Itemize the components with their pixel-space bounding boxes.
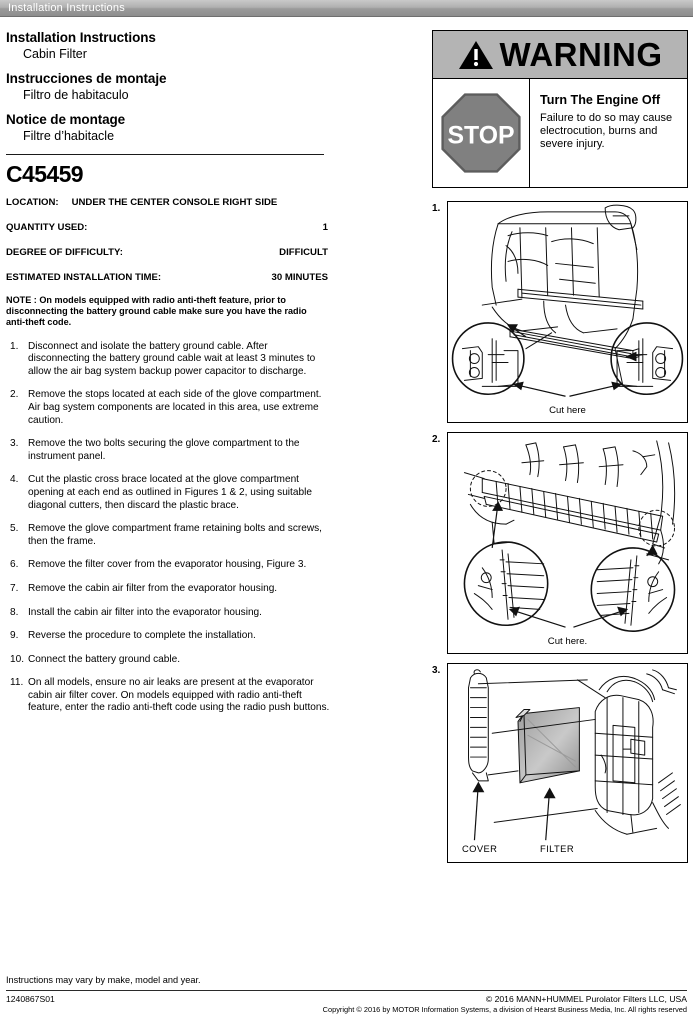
spec-label-difficulty: DEGREE OF DIFFICULTY:: [6, 247, 123, 258]
figure-2-caption: Cut here.: [547, 636, 588, 647]
footer-disclaimer: Instructions may vary by make, model and year.: [6, 975, 201, 985]
figure-1-caption: Cut here: [549, 405, 586, 416]
step-number: 10.: [10, 653, 25, 665]
list-item: [6, 389, 330, 427]
spec-label-time: ESTIMATED INSTALLATION TIME:: [6, 272, 162, 283]
heading-notice-de-montage: Notice de montage: [6, 112, 126, 127]
warning-body: [433, 79, 687, 187]
stop-sign-text: STOP: [447, 122, 515, 150]
step-text: Disconnect and isolate the battery ground cable. After disconnecting the battery ground cable wait at least 3 minutes to allow the air bag system backup power capacitor to discharge.: [28, 340, 316, 377]
list-item: [6, 630, 330, 643]
footer-copyright-block: [323, 994, 687, 1015]
instruction-steps-list: [6, 341, 330, 715]
list-item: [6, 438, 330, 463]
figure-2-number: 2.: [432, 434, 441, 445]
step-number: 5.: [10, 523, 19, 535]
language-block-en: [6, 30, 330, 62]
list-item: [6, 583, 330, 596]
left-content-column: [6, 30, 330, 726]
figure-2-frame: [447, 432, 688, 654]
list-item: [6, 474, 330, 512]
spec-value-time: 30 MINUTES: [271, 272, 328, 283]
footer-row: [6, 994, 687, 1015]
figure-3-label-cover: COVER: [462, 843, 498, 854]
window-title: Installation Instructions: [8, 2, 125, 14]
step-number: 7.: [10, 582, 19, 594]
figure-2-illustration: [448, 433, 687, 653]
spec-row-difficulty: [6, 247, 328, 259]
warning-banner: [433, 31, 687, 79]
footer-copyright-primary: © 2016 MANN+HUMMEL Purolator Filters LLC, USA: [485, 994, 687, 1004]
figure-3-illustration: [448, 664, 687, 862]
footer-copyright-secondary: Copyright © 2016 by MOTOR Information Systems, a division of Hearst Business Media, Inc. All rights reserved: [322, 1004, 687, 1014]
part-number: C45459: [6, 161, 83, 187]
warning-text-cell: [530, 79, 687, 187]
warning-box: [432, 30, 688, 188]
heading-installation-instructions: Installation Instructions: [6, 30, 156, 45]
figure-1-number: 1.: [432, 203, 441, 214]
warning-triangle-icon: [458, 39, 494, 71]
step-text: Remove the stops located at each side of the glove compartment. Air bag system components are located in this area, use extreme caution.: [28, 389, 322, 426]
step-text: Reverse the procedure to complete the installation.: [28, 630, 256, 642]
step-text: On all models, ensure no air leaks are present at the evaporator cabin air filter cover. On models equipped with radio anti-theft feature, enter the radio anti-theft code using the radio push buttons.: [28, 677, 330, 714]
subheading-cabin-filter: Cabin Filter: [23, 47, 87, 61]
figure-3-frame: [447, 663, 688, 863]
step-number: 9.: [10, 630, 19, 642]
language-block-es: [6, 71, 330, 103]
warning-label: WARNING: [499, 36, 663, 73]
step-number: 4.: [10, 474, 19, 486]
anti-theft-note: NOTE : On models equipped with radio anti-theft feature, prior to disconnecting the battery ground cable make sure you have the radio anti-theft code.: [6, 295, 307, 328]
list-item: [6, 607, 330, 620]
figure-3-label-filter: FILTER: [540, 843, 574, 854]
list-item: [6, 677, 330, 715]
subheading-filtre-dhabitacle: Filtre d’habitacle: [23, 129, 115, 143]
spec-value-quantity: 1: [322, 222, 328, 233]
step-number: 8.: [10, 606, 19, 618]
header-divider: [6, 154, 324, 155]
figure-1-frame: [447, 201, 688, 423]
step-number: 3.: [10, 438, 19, 450]
step-number: 2.: [10, 389, 19, 401]
list-item: [6, 654, 330, 667]
right-figures-column: [432, 30, 688, 872]
spec-row-location: [6, 197, 328, 209]
stop-sign-cell: [433, 79, 530, 187]
window-titlebar: [0, 0, 693, 17]
stop-sign-icon: [441, 93, 521, 173]
figure-1-illustration: [448, 202, 687, 422]
step-text: Remove the glove compartment frame retaining bolts and screws, then the frame.: [28, 523, 322, 547]
footer-divider: [6, 990, 687, 991]
list-item: [6, 341, 330, 379]
warning-title: Turn The Engine Off: [540, 93, 661, 107]
figure-3: [432, 663, 688, 863]
step-number: 11.: [10, 677, 24, 689]
list-item: [6, 559, 330, 572]
step-text: Cut the plastic cross brace located at the glove compartment opening at each end as outlined in Figures 1 & 2, using suitable diagonal cutters, then discard the plastic brace.: [28, 474, 312, 511]
spec-value-location: UNDER THE CENTER CONSOLE RIGHT SIDE: [71, 197, 278, 208]
spec-row-quantity: [6, 222, 328, 234]
language-block-fr: [6, 112, 330, 144]
step-number: 1.: [10, 340, 19, 352]
heading-instrucciones-de-montaje: Instrucciones de montaje: [6, 71, 167, 86]
list-item: [6, 523, 330, 548]
step-text: Remove the two bolts securing the glove compartment to the instrument panel.: [28, 438, 300, 462]
warning-description: Failure to do so may cause electrocution, burns and severe injury.: [540, 112, 673, 151]
footer-document-id: 1240867S01: [6, 994, 55, 1004]
step-text: Connect the battery ground cable.: [28, 653, 181, 665]
figure-1: [432, 201, 688, 423]
step-text: Remove the filter cover from the evaporator housing, Figure 3.: [28, 559, 307, 571]
figure-2: [432, 432, 688, 654]
step-number: 6.: [10, 559, 19, 571]
subheading-filtro-de-habitaculo: Filtro de habitaculo: [23, 88, 129, 102]
spec-row-time: [6, 272, 328, 284]
spec-label-location: LOCATION:: [6, 197, 59, 208]
spec-label-quantity: QUANTITY USED:: [6, 222, 88, 233]
spec-value-difficulty: DIFFICULT: [279, 247, 328, 258]
figure-3-number: 3.: [432, 665, 441, 676]
step-text: Install the cabin air filter into the evaporator housing.: [28, 606, 262, 618]
step-text: Remove the cabin air filter from the evaporator housing.: [28, 582, 278, 594]
page-footer: [6, 975, 687, 1015]
